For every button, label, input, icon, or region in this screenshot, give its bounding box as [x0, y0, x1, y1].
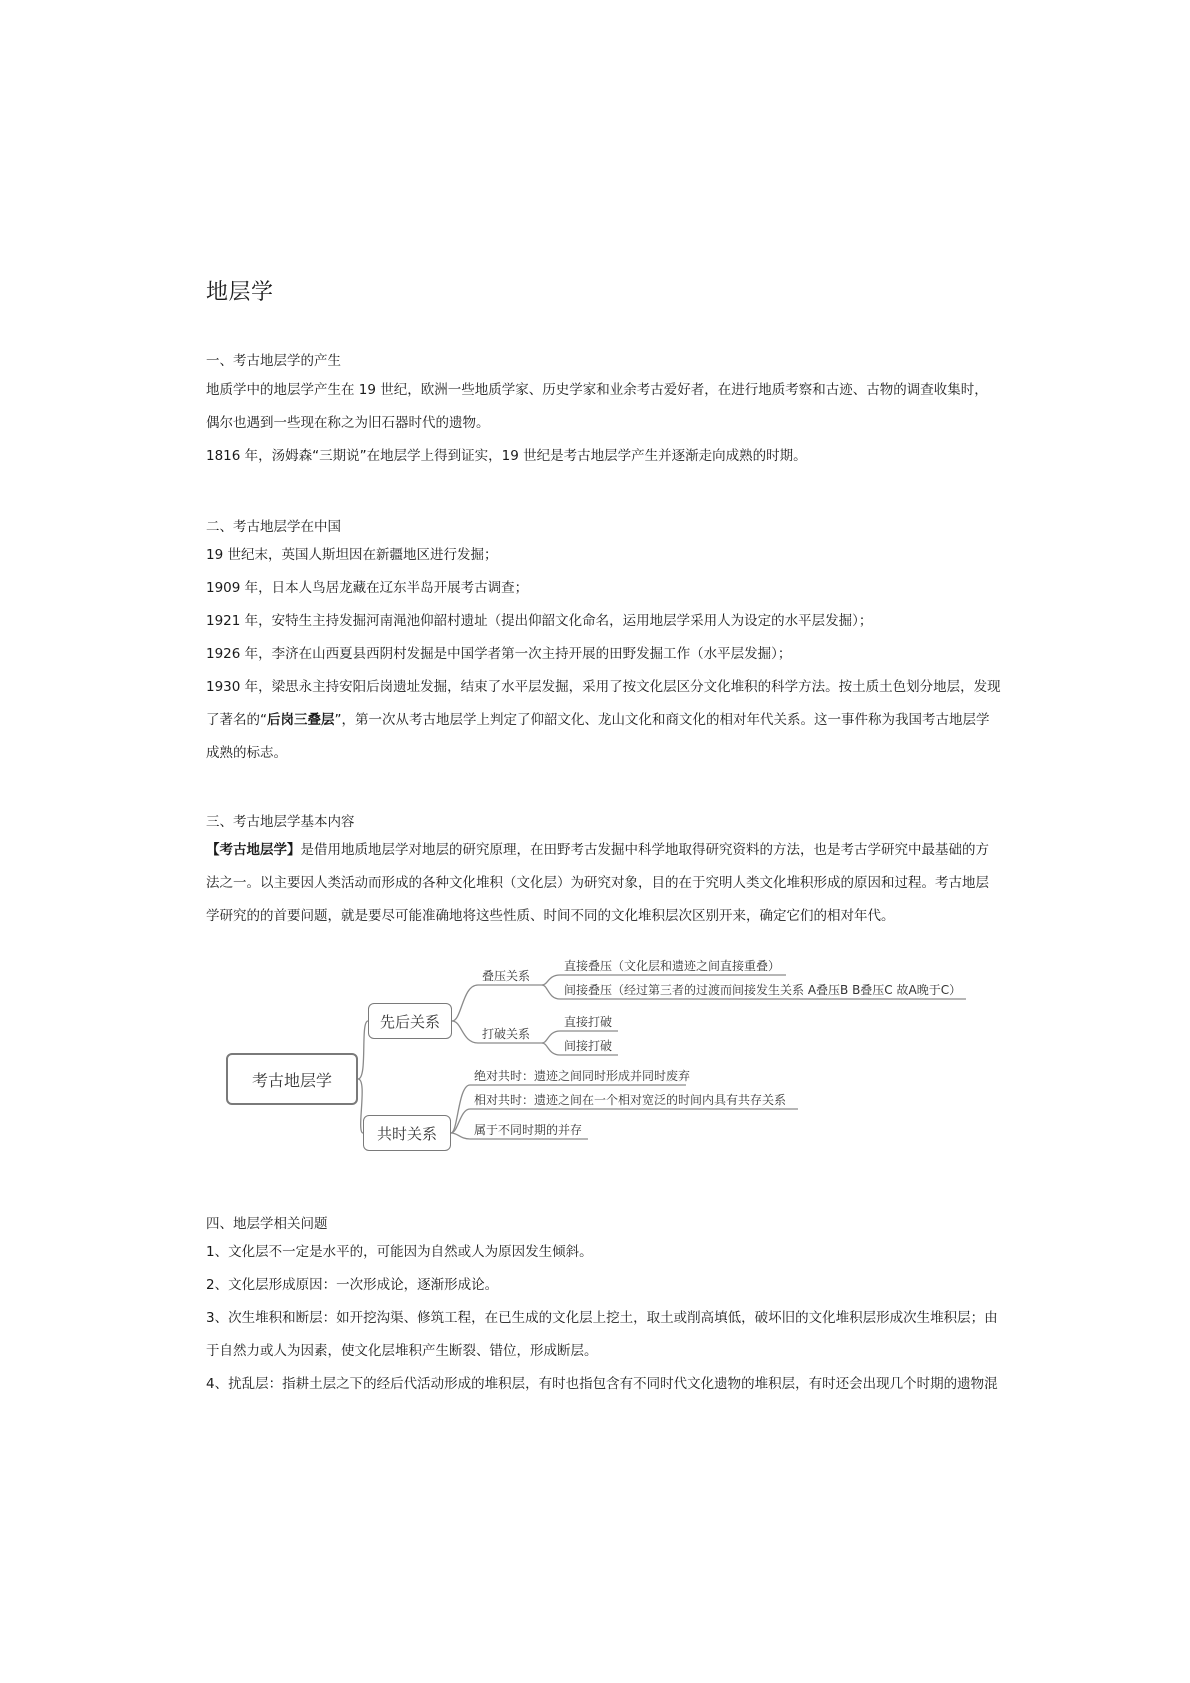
mindmap-leaf: 间接打破: [564, 1039, 613, 1053]
mindmap-leaf: 间接叠压（经过第三者的过渡而间接发生关系 A叠压B B叠压C 故A晚于C）: [564, 983, 962, 997]
connector-sub1-leaf2: [542, 985, 560, 999]
text-run: 是借用地质地层学对地层的研究原理，在田野考古发掘中科学地取得研究资料的方法，也是考古学研究中最基础的方: [300, 842, 989, 858]
paragraph-line: 地质学中的地层学产生在 19 世纪，欧洲一些地质学家、历史学家和业余考古爱好者，在进行地质考察和古迹、古物的调查收集时，: [206, 382, 988, 398]
page-title: 地层学: [206, 280, 274, 305]
paragraph-line: 偶尔也遇到一些现在称之为旧石器时代的遗物。: [206, 415, 490, 431]
paragraph-line: 学研究的的首要问题，就是要尽可能准确地将这些性质、时间不同的文化堆积层次区别开来，确定它们的相对年代。: [206, 908, 895, 924]
section-3-heading: 三、考古地层学基本内容: [206, 814, 355, 830]
list-item: 1、文化层不一定是水平的，可能因为自然或人为原因发生倾斜。: [206, 1244, 593, 1260]
paragraph-line: 1930 年，梁思永主持安阳后岗遗址发掘，结束了水平层发掘，采用了按文化层区分文化堆积的科学方法。按土质土色划分地层，发现: [206, 679, 1001, 695]
mindmap-leaf: 属于不同时期的并存: [474, 1123, 583, 1137]
mindmap-leaf: 直接叠压（文化层和遗迹之间直接重叠）: [564, 959, 781, 973]
paragraph-line: 1909 年，日本人鸟居龙藏在辽东半岛开展考古调查；: [206, 580, 529, 596]
paragraph-line: 成熟的标志。: [206, 745, 287, 761]
paragraph-line: 19 世纪末，英国人斯坦因在新疆地区进行发掘；: [206, 547, 498, 563]
text-run: 了著名的“: [206, 712, 267, 728]
mindmap-root-node: 考古地层学: [226, 1053, 358, 1105]
list-item: 4、扰乱层：指耕土层之下的经后代活动形成的堆积层，有时也指包含有不同时代文化遗物的堆积层，有时还会出现几个时期的遗物混: [206, 1376, 998, 1392]
mindmap-leaf: 相对共时：遗迹之间在一个相对宽泛的时间内具有共存关系: [474, 1093, 787, 1107]
bold-term: 后岗三叠层: [267, 712, 335, 728]
mindmap-branch-sequence: 先后关系: [368, 1003, 452, 1039]
section-4-heading: 四、地层学相关问题: [206, 1216, 328, 1232]
paragraph-line: 1816 年，汤姆森“三期说”在地层学上得到证实，19 世纪是考古地层学产生并逐渐走向成熟的时期。: [206, 448, 807, 464]
paragraph-line: 1921 年，安特生主持发掘河南渑池仰韶村遗址（提出仰韶文化命名，运用地层学采用人为设定的水平层发掘）；: [206, 613, 873, 629]
connector-a-sub2: [452, 1021, 478, 1043]
mindmap-sub-superposition: 叠压关系: [482, 969, 531, 983]
section-2-heading: 二、考古地层学在中国: [206, 519, 341, 535]
connector-sub1-leaf1: [542, 975, 560, 985]
mindmap-leaf: 绝对共时：遗迹之间同时形成并同时废弃: [474, 1069, 691, 1083]
connector-sub2-leaf2: [542, 1043, 560, 1055]
connector-b-leaf3: [451, 1133, 470, 1139]
section-1-heading: 一、考古地层学的产生: [206, 353, 341, 369]
paragraph-line: 法之一。以主要因人类活动而形成的各种文化堆积（文化层）为研究对象，目的在于究明人类文化堆积形成的原因和过程。考古地层: [206, 875, 989, 891]
bold-term: 【考古地层学】: [206, 842, 301, 858]
text-run: ”，第一次从考古地层学上判定了仰韶文化、龙山文化和商文化的相对年代关系。这一事件称为我国考古地层学: [334, 712, 990, 728]
paragraph-line-with-bold: [206, 710, 996, 730]
mindmap-sub-intrusion: 打破关系: [482, 1027, 531, 1041]
paragraph-line: 1926 年，李济在山西夏县西阴村发掘是中国学者第一次主持开展的田野发掘工作（水平层发掘）；: [206, 646, 792, 662]
mindmap-leaf: 直接打破: [564, 1015, 613, 1029]
connector-a-sub1: [452, 985, 478, 1021]
paragraph-line-with-term: [206, 840, 996, 860]
connector-sub2-leaf1: [542, 1031, 560, 1043]
mindmap-diagram: [218, 955, 998, 1165]
list-item: 3、次生堆积和断层：如开挖沟渠、修筑工程，在已生成的文化层上挖土，取土或削高填低，破坏旧的文化堆积层形成次生堆积层；由: [206, 1310, 998, 1326]
list-item-continuation: 于自然力或人为因素，使文化层堆积产生断裂、错位，形成断层。: [206, 1343, 598, 1359]
connector-root-a: [358, 1021, 368, 1079]
list-item: 2、文化层形成原因：一次形成论，逐渐形成论。: [206, 1277, 499, 1293]
mindmap-branch-contemporary: 共时关系: [363, 1115, 451, 1151]
